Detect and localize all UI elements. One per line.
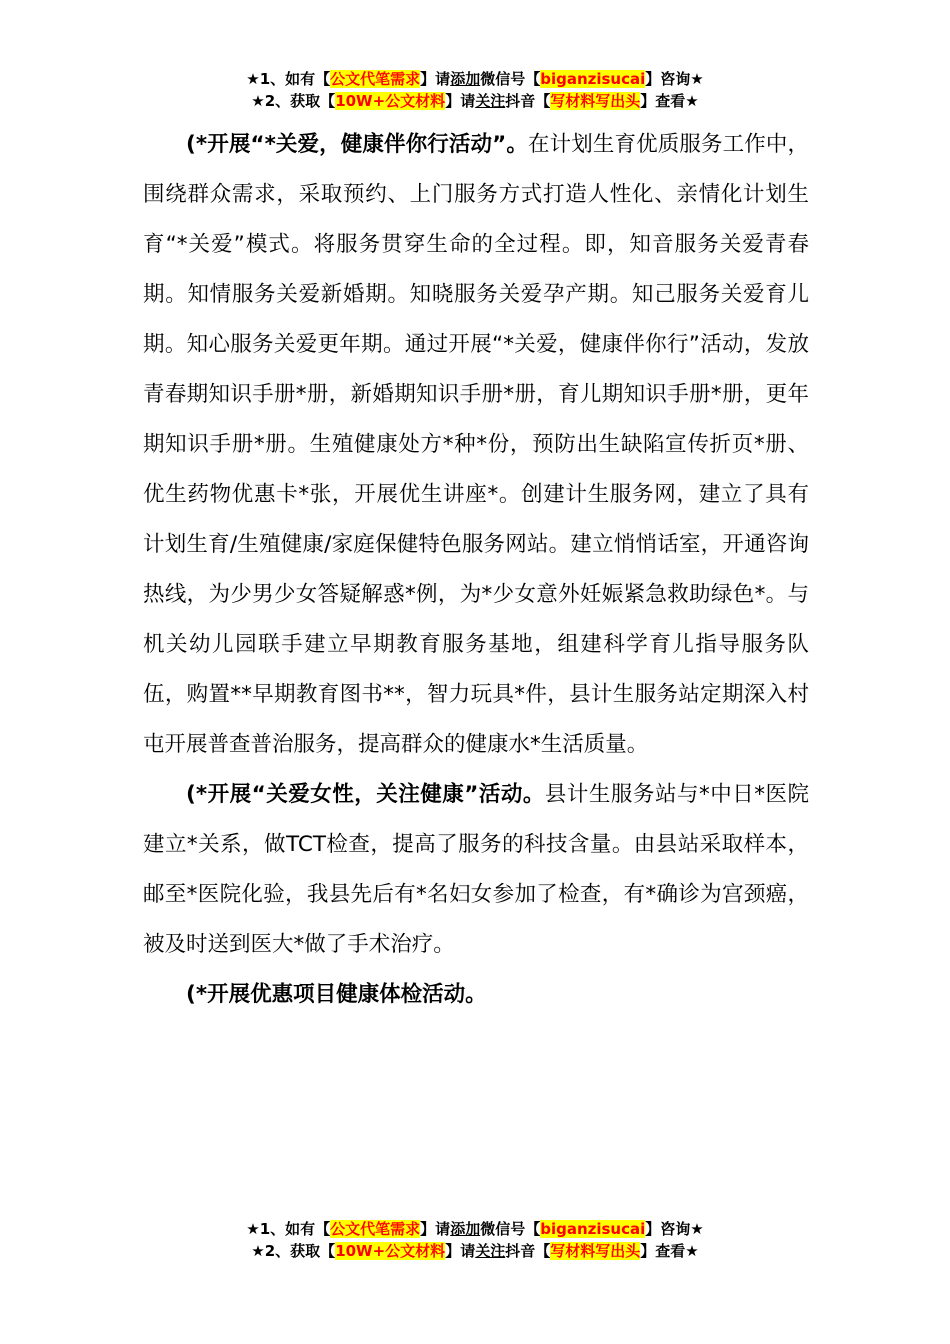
paragraph-lead: (*开展“关爱女性，关注健康”活动。 xyxy=(186,782,545,807)
banner-underline: 关注 xyxy=(475,92,506,110)
banner-highlight: 10W+公文材料 xyxy=(335,92,446,110)
footer-banner xyxy=(0,1218,950,1262)
banner-highlight: 公文代笔需求 xyxy=(330,1220,421,1238)
banner-highlight: 写材料写出头 xyxy=(550,92,641,110)
banner-highlight: 公文代笔需求 xyxy=(330,70,421,88)
banner-text: 】请 xyxy=(445,1242,476,1260)
banner-text: 微信号【 xyxy=(480,1220,541,1238)
paragraph-3 xyxy=(143,970,809,1020)
banner-text: 】查看★ xyxy=(640,1242,699,1260)
banner-highlight: 10W+公文材料 xyxy=(335,1242,446,1260)
banner-text: 抖音【 xyxy=(505,1242,551,1260)
banner-line-2 xyxy=(0,90,950,112)
banner-highlight: 写材料写出头 xyxy=(550,1242,641,1260)
banner-highlight: biganzisucai xyxy=(540,1220,646,1238)
paragraph-1 xyxy=(143,120,809,770)
banner-text: 】咨询★ xyxy=(645,1220,704,1238)
banner-text: 抖音【 xyxy=(505,92,551,110)
document-body xyxy=(143,120,809,1020)
banner-underline: 添加 xyxy=(450,1220,481,1238)
header-banner xyxy=(0,68,950,112)
banner-text: ★1、如有【 xyxy=(246,1220,331,1238)
paragraph-lead: (*开展“*关爱，健康伴你行活动”。 xyxy=(186,132,529,157)
banner-text: ★2、获取【 xyxy=(251,1242,336,1260)
banner-underline: 添加 xyxy=(450,70,481,88)
banner-text: ★1、如有【 xyxy=(246,70,331,88)
banner-line-1 xyxy=(0,68,950,90)
banner-text: 】请 xyxy=(420,70,451,88)
paragraph-text: 县计生服务站与*中日*医院建立*关系，做TCT检查，提高了服务的科技含量。由县站采取样本，邮至*医院化验，我县先后有*名妇女参加了检查，有*确诊为宫颈癌，被及时送到医大*做了手术治疗。 xyxy=(143,782,809,957)
banner-text: ★2、获取【 xyxy=(251,92,336,110)
paragraph-text: 在计划生育优质服务工作中，围绕群众需求，采取预约、上门服务方式打造人性化、亲情化计划生育“*关爱”模式。将服务贯穿生命的全过程。即，知音服务关爱青春期。知情服务关爱新婚期。知晓服务关爱孕产期。知己服务关爱育儿期。知心服务关爱更年期。通过开展“*关爱，健康伴你行”活动，发放青春期知识手册*册，新婚期知识手册*册，育儿期知识手册*册，更年期知识手册*册。生殖健康处方*种*份，预防出生缺陷宣传折页*册、优生药物优惠卡*张，开展优生讲座*。创建计生服务网，建立了具有计划生育/生殖健康/家庭保健特色服务网站。建立悄悄话室，开通咨询热线，为少男少女答疑解惑*例，为*少女意外妊娠紧急救助绿色*。与机关幼儿园联手建立早期教育服务基地，组建科学育儿指导服务队伍，购置**早期教育图书**，智力玩具*件，县计生服务站定期深入村屯开展普查普治服务，提高群众的健康水*生活质量。 xyxy=(143,132,809,757)
banner-text: 】请 xyxy=(420,1220,451,1238)
banner-text: 】请 xyxy=(445,92,476,110)
banner-text: 微信号【 xyxy=(480,70,541,88)
paragraph-2 xyxy=(143,770,809,970)
paragraph-lead: (*开展优惠项目健康体检活动。 xyxy=(186,982,487,1007)
banner-text: 】查看★ xyxy=(640,92,699,110)
banner-line-2 xyxy=(0,1240,950,1262)
banner-underline: 关注 xyxy=(475,1242,506,1260)
banner-highlight: biganzisucai xyxy=(540,70,646,88)
banner-line-1 xyxy=(0,1218,950,1240)
banner-text: 】咨询★ xyxy=(645,70,704,88)
